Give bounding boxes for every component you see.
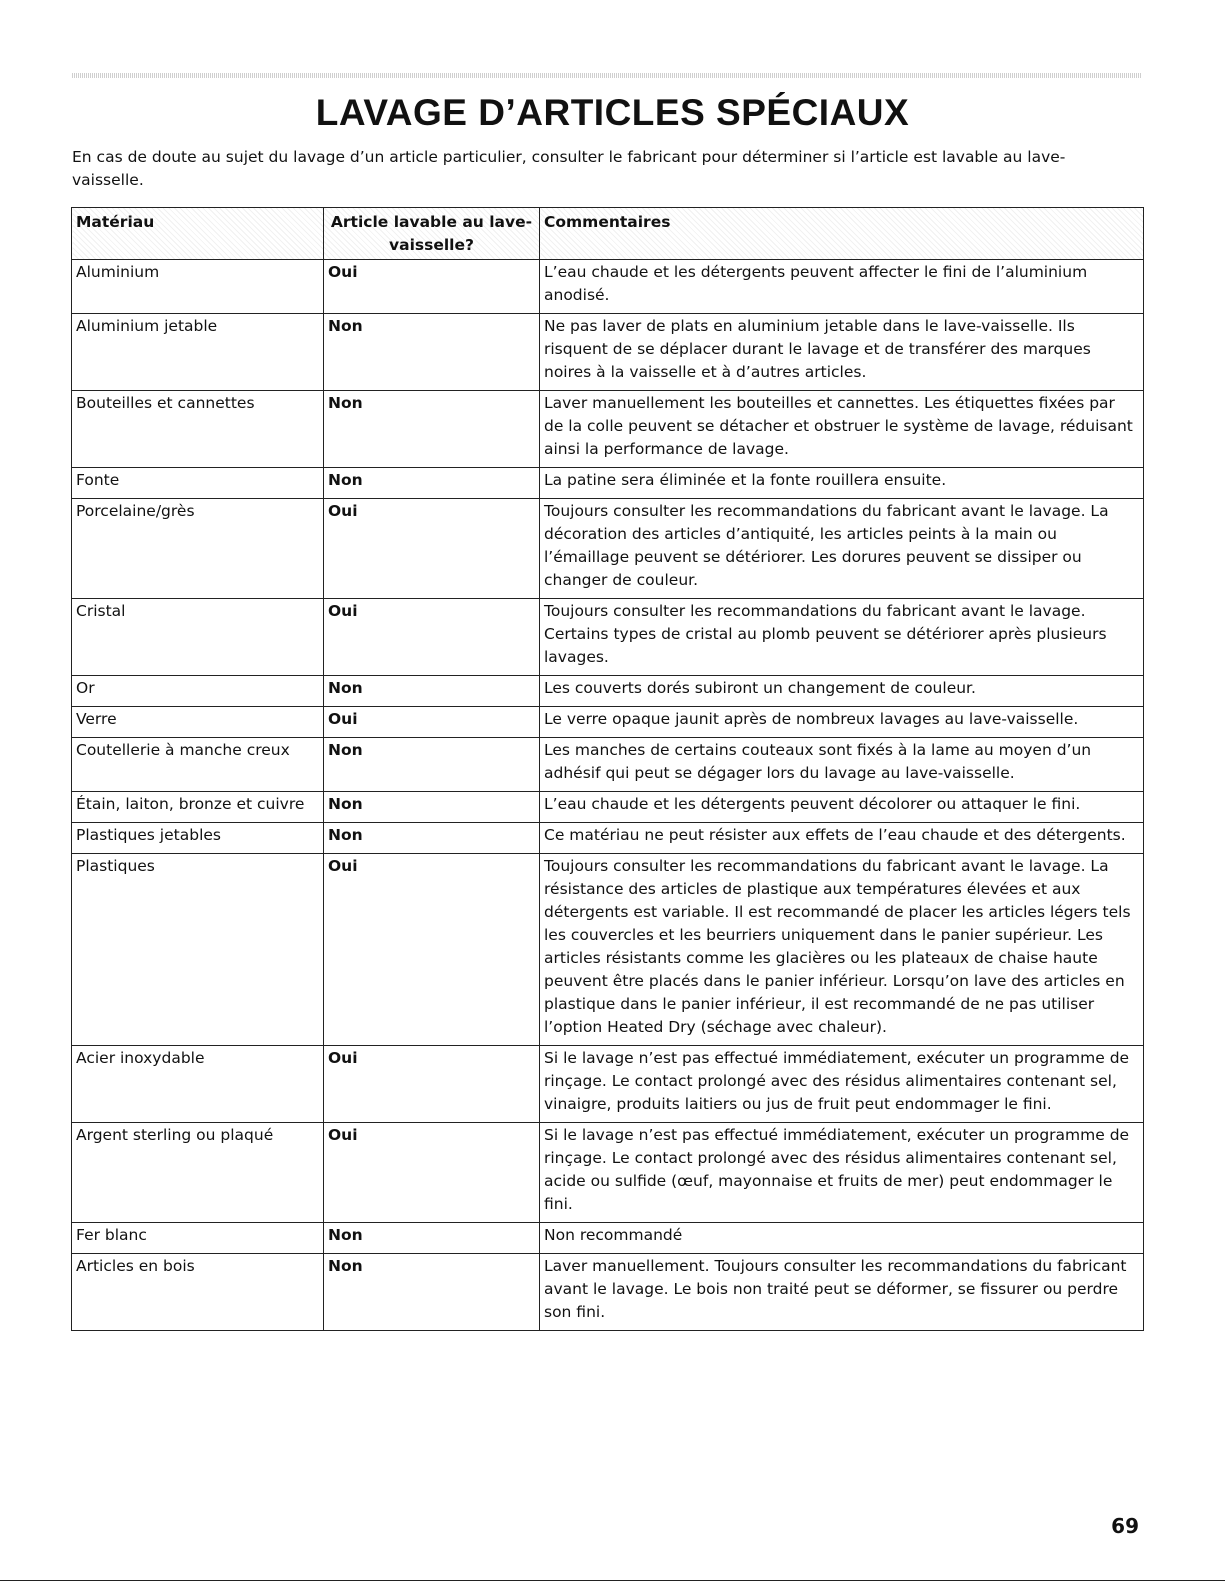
header-row xyxy=(72,208,1144,260)
material-cell: Fonte xyxy=(72,468,324,499)
table-row xyxy=(72,314,1144,391)
material-cell: Verre xyxy=(72,707,324,738)
comment-cell: Laver manuellement. Toujours consulter les recommandations du fabricant avant le lavage. Le bois non traité peut se déformer, se fissurer ou perdre son fini. xyxy=(540,1254,1144,1331)
material-cell: Articles en bois xyxy=(72,1254,324,1331)
dishwasher-safe-cell: Non xyxy=(324,823,540,854)
comment-cell: Toujours consulter les recommandations du fabricant avant le lavage. La résistance des articles de plastique aux températures élevées et aux détergents est variable. Il est recommandé de placer les articles légers tels les couvercles et les beurriers uniquement dans le panier supérieur. Les articles résistants comme les glacières ou les plateaux de chaise haute peuvent être placés dans le panier inférieur. Lorsqu’on lave des articles en plastique dans le panier inférieur, il est recommandé de ne pas utiliser l’option Heated Dry (séchage avec chaleur). xyxy=(540,854,1144,1046)
dishwasher-safe-cell: Oui xyxy=(324,1046,540,1123)
dishwasher-safe-cell: Oui xyxy=(324,854,540,1046)
material-cell: Plastiques jetables xyxy=(72,823,324,854)
top-rule xyxy=(72,73,1142,78)
page-title: LAVAGE D’ARTICLES SPÉCIAUX xyxy=(315,92,910,133)
dishwasher-safe-cell: Oui xyxy=(324,707,540,738)
comment-cell: Non recommandé xyxy=(540,1223,1144,1254)
dishwasher-safe-cell: Non xyxy=(324,792,540,823)
material-cell: Or xyxy=(72,676,324,707)
table-row xyxy=(72,1223,1144,1254)
dishwasher-safe-cell: Non xyxy=(324,314,540,391)
header-material: Matériau xyxy=(72,208,324,260)
table-row xyxy=(72,738,1144,792)
comment-cell: Toujours consulter les recommandations du fabricant avant le lavage. Certains types de cristal au plomb peuvent se détériorer après plusieurs lavages. xyxy=(540,599,1144,676)
dishwasher-safe-cell: Oui xyxy=(324,499,540,599)
table-row xyxy=(72,260,1144,314)
comment-cell: Le verre opaque jaunit après de nombreux lavages au lave-vaisselle. xyxy=(540,707,1144,738)
table-row xyxy=(72,1123,1144,1223)
table-row xyxy=(72,468,1144,499)
comment-cell: Si le lavage n’est pas effectué immédiatement, exécuter un programme de rinçage. Le contact prolongé avec des résidus alimentaires contenant sel, vinaigre, produits laitiers ou jus de fruit peut endommager le fini. xyxy=(540,1046,1144,1123)
table-row xyxy=(72,854,1144,1046)
intro-paragraph: En cas de doute au sujet du lavage d’un article particulier, consulter le fabricant pour déterminer si l’article est lavable au lave-vaisselle. xyxy=(72,148,1066,189)
comment-cell: Si le lavage n’est pas effectué immédiatement, exécuter un programme de rinçage. Le contact prolongé avec des résidus alimentaires contenant sel, acide ou sulfide (œuf, mayonnaise et fruits de mer) peut endommager le fini. xyxy=(540,1123,1144,1223)
header-comments: Commentaires xyxy=(540,208,1144,260)
dishwasher-safe-cell: Oui xyxy=(324,260,540,314)
table-row xyxy=(72,599,1144,676)
material-cell: Porcelaine/grès xyxy=(72,499,324,599)
page-number: 69 xyxy=(1111,1514,1139,1538)
material-cell: Coutellerie à manche creux xyxy=(72,738,324,792)
comment-cell: Toujours consulter les recommandations du fabricant avant le lavage. La décoration des articles d’antiquité, les articles peints à la main ou l’émaillage peuvent se détériorer. Les dorures peuvent se dissiper ou changer de couleur. xyxy=(540,499,1144,599)
comment-cell: Les couverts dorés subiront un changement de couleur. xyxy=(540,676,1144,707)
dishwasher-safe-cell: Non xyxy=(324,738,540,792)
material-cell: Bouteilles et cannettes xyxy=(72,391,324,468)
table-row xyxy=(72,676,1144,707)
material-cell: Étain, laiton, bronze et cuivre xyxy=(72,792,324,823)
dishwasher-safe-cell: Non xyxy=(324,676,540,707)
table-row xyxy=(72,1254,1144,1331)
dishwasher-safe-cell: Non xyxy=(324,391,540,468)
table-row xyxy=(72,792,1144,823)
material-cell: Fer blanc xyxy=(72,1223,324,1254)
table-body xyxy=(72,260,1144,1331)
material-cell: Cristal xyxy=(72,599,324,676)
comment-cell: Les manches de certains couteaux sont fixés à la lame au moyen d’un adhésif qui peut se dégager lors du lavage au lave-vaisselle. xyxy=(540,738,1144,792)
table-header xyxy=(72,208,1144,260)
dishwasher-safe-cell: Oui xyxy=(324,1123,540,1223)
dishwasher-safe-cell: Non xyxy=(324,1223,540,1254)
comment-cell: Laver manuellement les bouteilles et cannettes. Les étiquettes fixées par de la colle peuvent se détacher et obstruer le système de lavage, réduisant ainsi la performance de lavage. xyxy=(540,391,1144,468)
material-cell: Argent sterling ou plaqué xyxy=(72,1123,324,1223)
dishwasher-safe-cell: Oui xyxy=(324,599,540,676)
table-row xyxy=(72,391,1144,468)
material-cell: Plastiques xyxy=(72,854,324,1046)
dishwasher-safe-cell: Non xyxy=(324,1254,540,1331)
comment-cell: L’eau chaude et les détergents peuvent décolorer ou attaquer le fini. xyxy=(540,792,1144,823)
material-cell: Acier inoxydable xyxy=(72,1046,324,1123)
material-cell: Aluminium jetable xyxy=(72,314,324,391)
table-row xyxy=(72,499,1144,599)
comment-cell: La patine sera éliminée et la fonte rouillera ensuite. xyxy=(540,468,1144,499)
comment-cell: Ce matériau ne peut résister aux effets de l’eau chaude et des détergents. xyxy=(540,823,1144,854)
bottom-edge-line xyxy=(0,1580,1225,1581)
comment-cell: L’eau chaude et les détergents peuvent affecter le fini de l’aluminium anodisé. xyxy=(540,260,1144,314)
comment-cell: Ne pas laver de plats en aluminium jetable dans le lave-vaisselle. Ils risquent de se déplacer durant le lavage et de transférer des marques noires à la vaisselle et à d’autres articles. xyxy=(540,314,1144,391)
material-cell: Aluminium xyxy=(72,260,324,314)
table-row xyxy=(72,823,1144,854)
dishwasher-safe-cell: Non xyxy=(324,468,540,499)
table-row xyxy=(72,707,1144,738)
special-items-table xyxy=(71,207,1144,1331)
table-row xyxy=(72,1046,1144,1123)
header-dishwasher-safe: Article lavable au lave-vaisselle? xyxy=(324,208,540,260)
